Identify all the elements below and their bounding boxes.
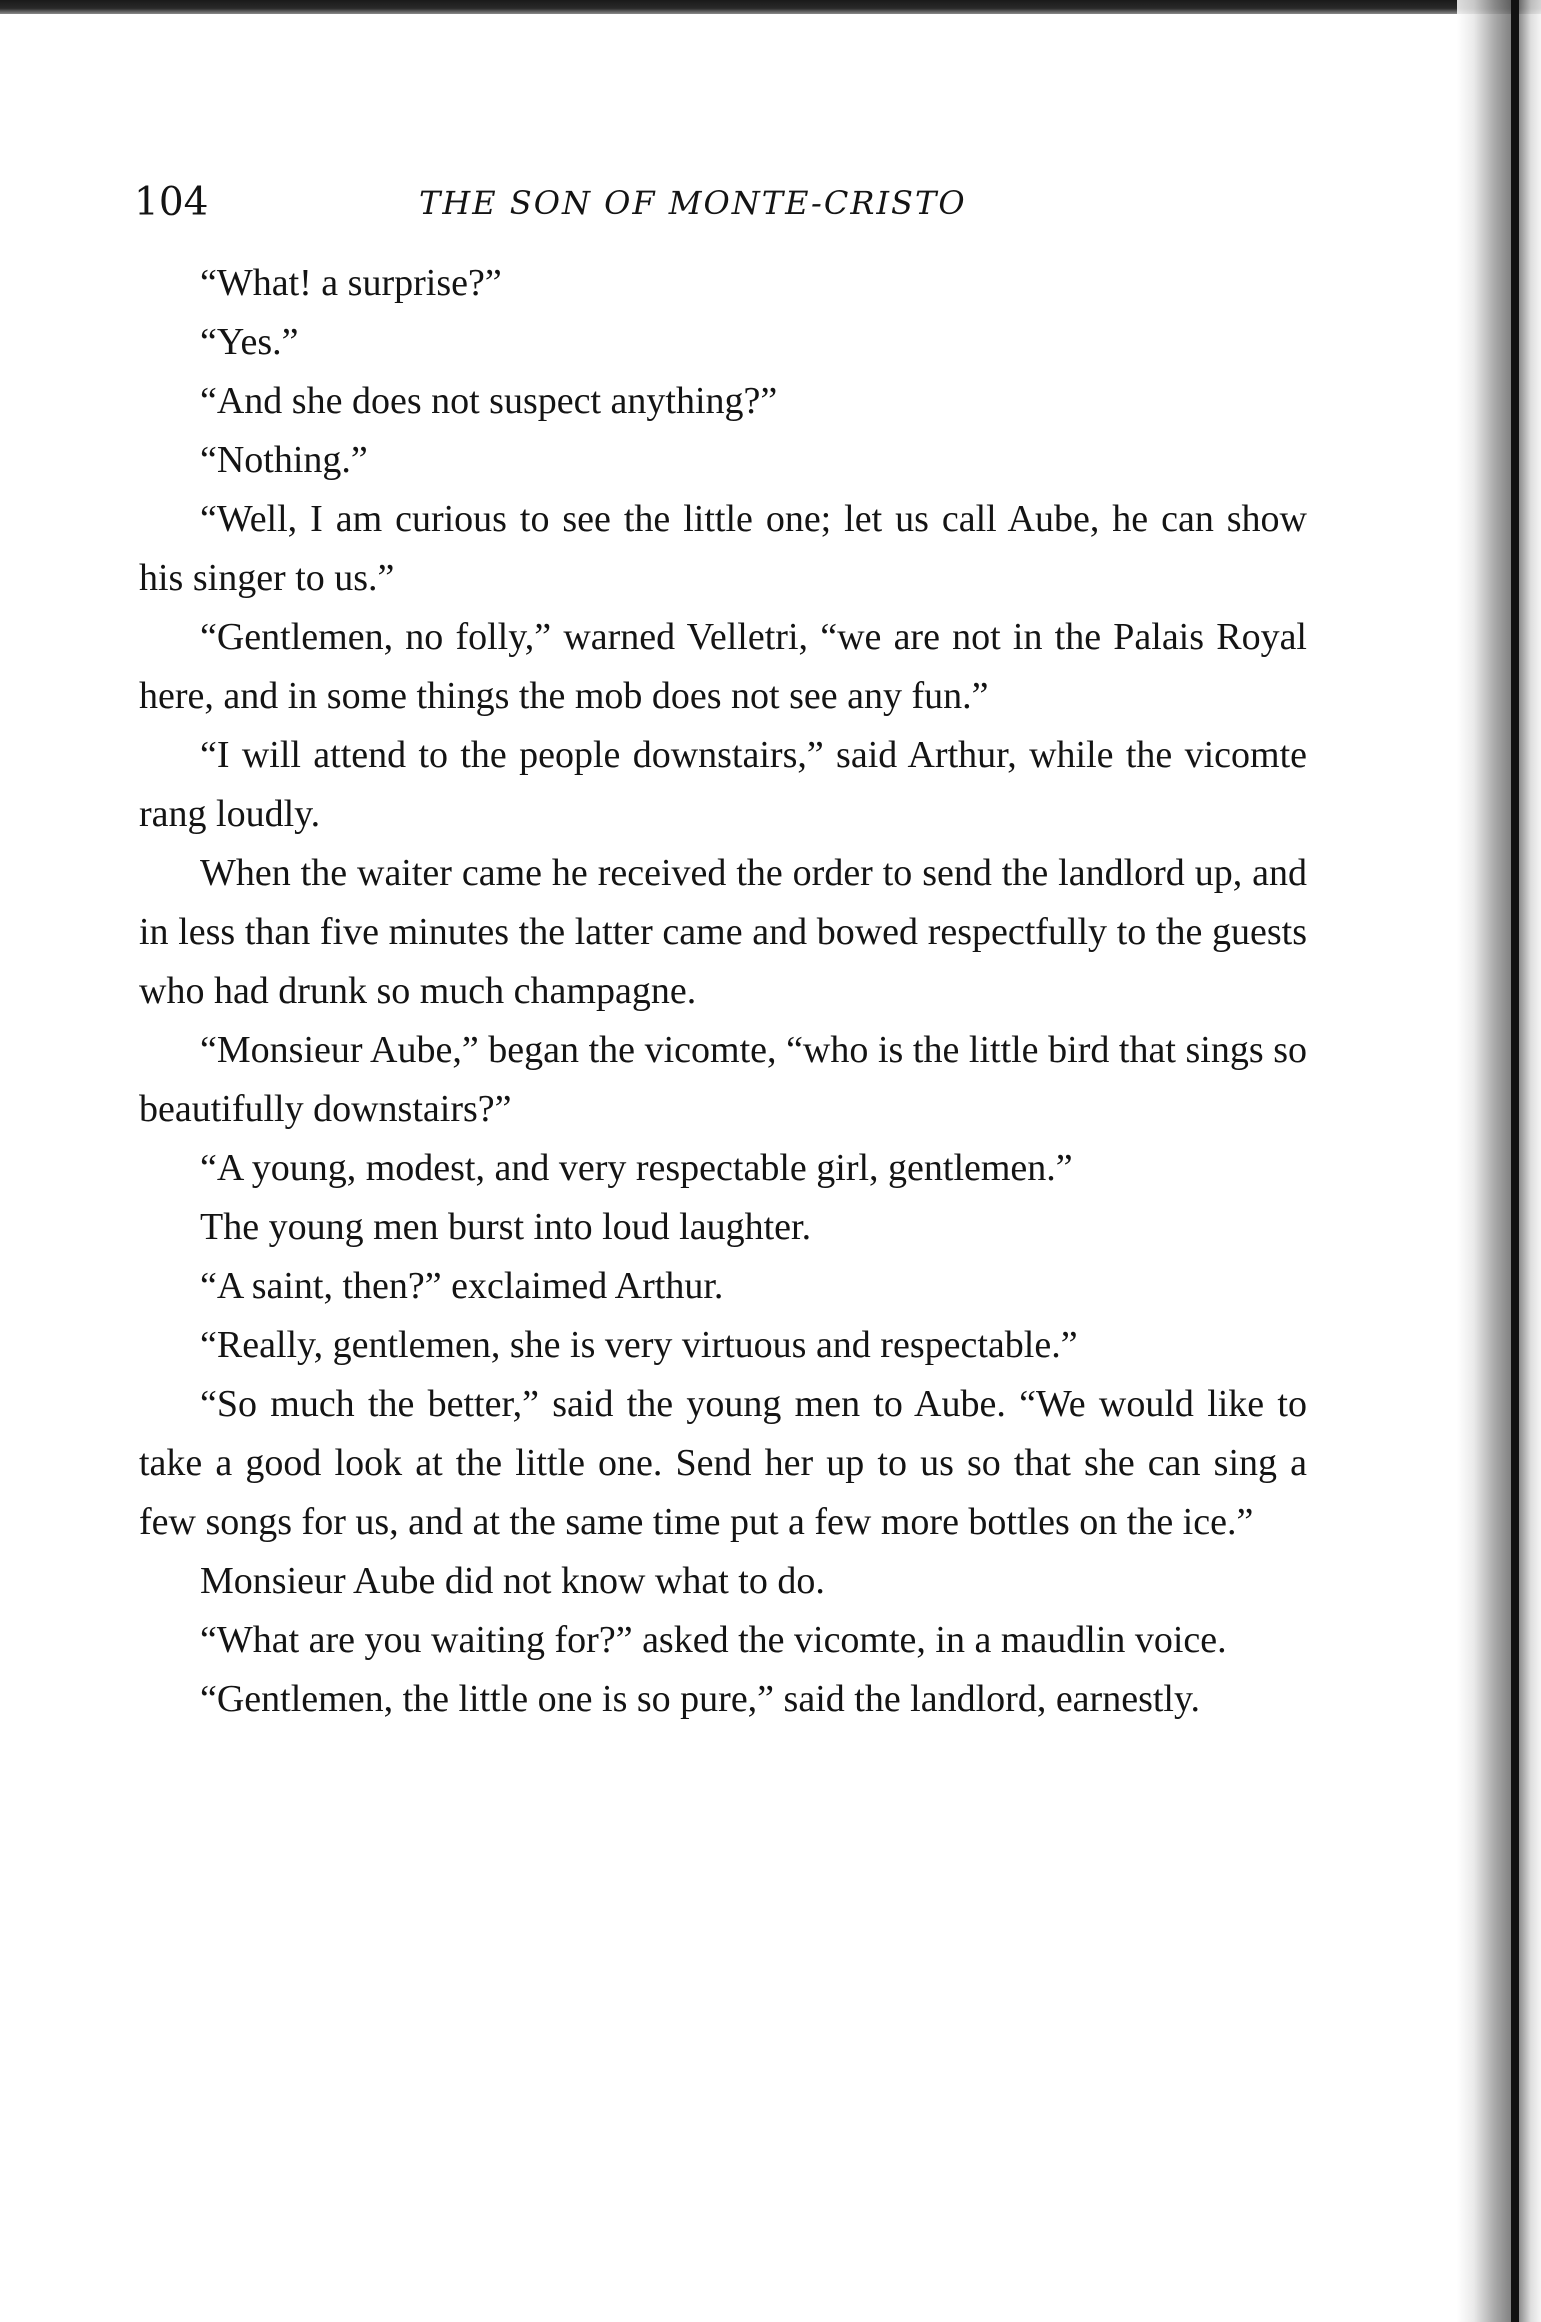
paragraph-11: The young men burst into loud laughter. bbox=[200, 1206, 812, 1248]
paragraph-6: “Gentlemen, no folly,” warned Velletri, “we are not in the Palais Royal here, and in some things the mob does not see any fun.” bbox=[139, 616, 1307, 717]
paragraph-9: “Monsieur Aube,” began the vicomte, “who is the little bird that sings so beautifully downstairs?” bbox=[139, 1029, 1307, 1130]
paragraph-13: “Really, gentlemen, she is very virtuous and respectable.” bbox=[200, 1324, 1078, 1366]
paragraph-5: “Well, I am curious to see the little one; let us call Aube, he can show his singer to us.” bbox=[139, 498, 1307, 599]
paragraph-14: “So much the better,” said the young men to Aube. “We would like to take a good look at the little one. Send her up to us so that she can sing a few songs for us, and at the same time put a few more bottles on the ice.” bbox=[139, 1383, 1307, 1543]
paragraph-16: “What are you waiting for?” asked the vicomte, in a maudlin voice. bbox=[200, 1619, 1227, 1661]
running-head bbox=[134, 180, 1314, 230]
book-title: THE SON OF MONTE-CRISTO bbox=[419, 184, 967, 222]
body-text bbox=[139, 254, 1307, 1729]
binding-shadow bbox=[1511, 0, 1519, 2322]
top-page-rule bbox=[0, 0, 1541, 14]
paragraph-17: “Gentlemen, the little one is so pure,” said the landlord, earnestly. bbox=[200, 1678, 1201, 1720]
paragraph-2: “Yes.” bbox=[200, 321, 299, 363]
paragraph-8: When the waiter came he received the order to send the landlord up, and in less than five minutes the latter came and bowed respectfully to the guests who had drunk so much champagne. bbox=[139, 852, 1307, 1012]
paragraph-10: “A young, modest, and very respectable girl, gentlemen.” bbox=[200, 1147, 1073, 1189]
book-binding-edge bbox=[1457, 0, 1541, 2322]
paragraph-3: “And she does not suspect anything?” bbox=[200, 380, 778, 422]
paragraph-1: “What! a surprise?” bbox=[200, 262, 502, 304]
paragraph-4: “Nothing.” bbox=[200, 439, 368, 481]
paragraph-7: “I will attend to the people downstairs,” said Arthur, while the vicomte rang loudly. bbox=[139, 734, 1307, 835]
paragraph-15: Monsieur Aube did not know what to do. bbox=[200, 1560, 825, 1602]
page-number: 104 bbox=[134, 180, 209, 225]
paragraph-12: “A saint, then?” exclaimed Arthur. bbox=[200, 1265, 724, 1307]
